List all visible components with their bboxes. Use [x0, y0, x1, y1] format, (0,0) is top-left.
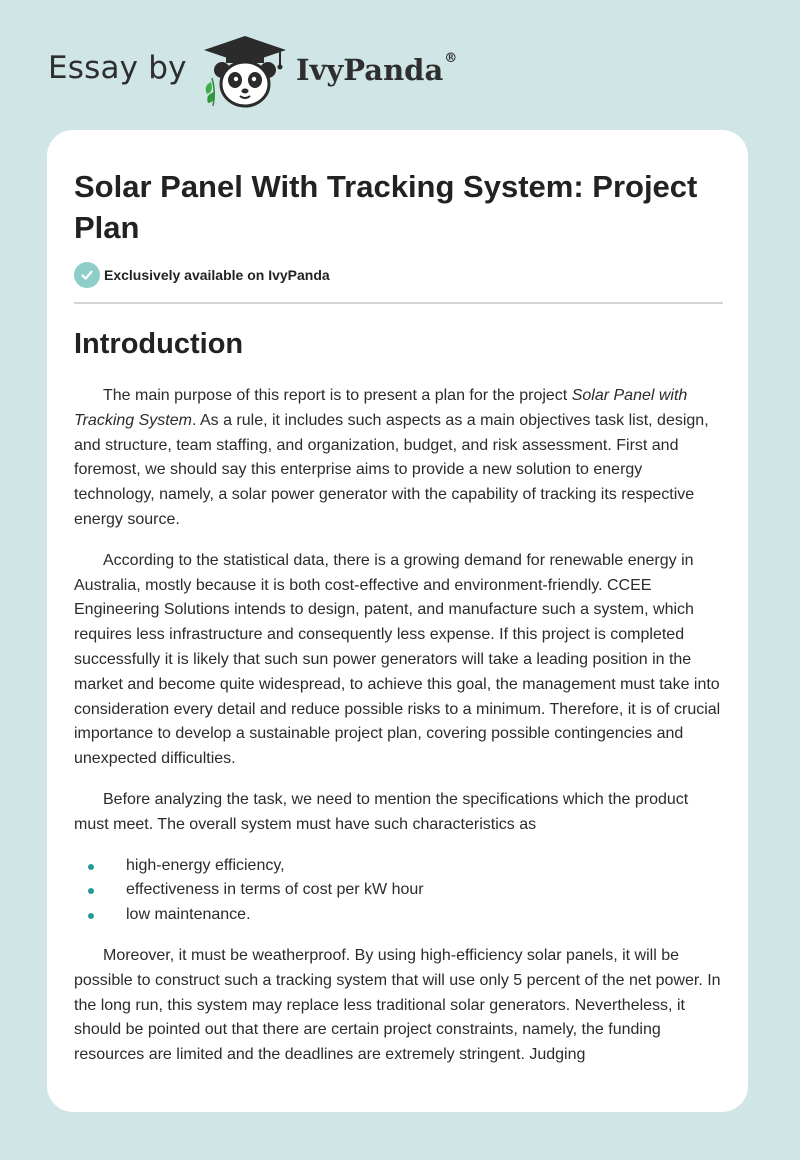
exclusive-badge — [74, 262, 330, 288]
brand-name[interactable] — [296, 53, 457, 87]
paragraph-1-intro: The main purpose of this report is to present a plan for the project — [103, 387, 572, 404]
list-item — [74, 878, 726, 903]
specification-list — [74, 854, 726, 928]
bullet-dot-icon — [88, 913, 94, 919]
paragraph-1 — [74, 384, 726, 533]
divider — [74, 302, 723, 304]
section-heading: Introduction — [74, 328, 244, 360]
essay-card — [47, 130, 748, 1112]
bullet-dot-icon — [88, 864, 94, 870]
project-name-italic: Solar Panel with Tracking System — [74, 387, 688, 429]
checkmark-icon — [74, 262, 100, 288]
essay-by-label: Essay by — [48, 50, 187, 86]
panda-graduation-cap-icon[interactable] — [200, 34, 290, 110]
page-title: Solar Panel With Tracking System: Project Plan — [74, 169, 698, 245]
bullet-dot-icon — [88, 888, 94, 894]
list-item — [74, 903, 726, 928]
brand-name-text: IvyPanda — [296, 53, 444, 87]
badge-label: Exclusively available on IvyPanda — [104, 267, 330, 283]
paragraph-3: Before analyzing the task, we need to mention the specifications which the product must meet. The overall system must have such characteristics as — [74, 790, 689, 833]
list-item-text: high-energy efficiency, — [126, 856, 285, 874]
list-item — [74, 854, 726, 879]
site-header — [0, 0, 800, 128]
paragraph-1-rest: . As a rule, it includes such aspects as a main objectives task list, design, and structure, team staffing, and organization, budget, and risk assessment. First and foremost, we should say this enterprise aims to provide a new solution to energy technology, namely, a solar power generator with the capability of tracking its respective energy source. — [74, 411, 709, 528]
essay-body — [74, 384, 726, 1084]
paragraph-4: Moreover, it must be weatherproof. By using high-efficiency solar panels, it will be possible to construct such a tracking system that will use only 5 percent of the net power. In the long run, this system may replace less traditional solar generators. Nevertheless, it should be pointed out that there are certain project constraints, namely, the funding resources are limited and the deadlines are extremely stringent. Judging — [74, 946, 721, 1064]
paragraph-2: According to the statistical data, there is a growing demand for renewable energy in Australia, mostly because it is both cost-effective and environment-friendly. CCEE Engineering Solutions intends to design, patent, and manufacture such a system, which requires less infrastructure and consequently less expense. If this project is completed successfully it is likely that such sun power generators will take a leading position in the market and become quite widespread, to achieve this goal, the management must take into consideration every detail and reduce possible risks to a minimum. Therefore, it is of crucial importance to develop a sustainable project plan, covering possible contingencies and unexpected difficulties. — [74, 551, 721, 768]
list-item-text: low maintenance. — [126, 906, 251, 924]
registered-mark: ® — [444, 51, 458, 66]
list-item-text: effectiveness in terms of cost per kW hour — [126, 881, 424, 899]
